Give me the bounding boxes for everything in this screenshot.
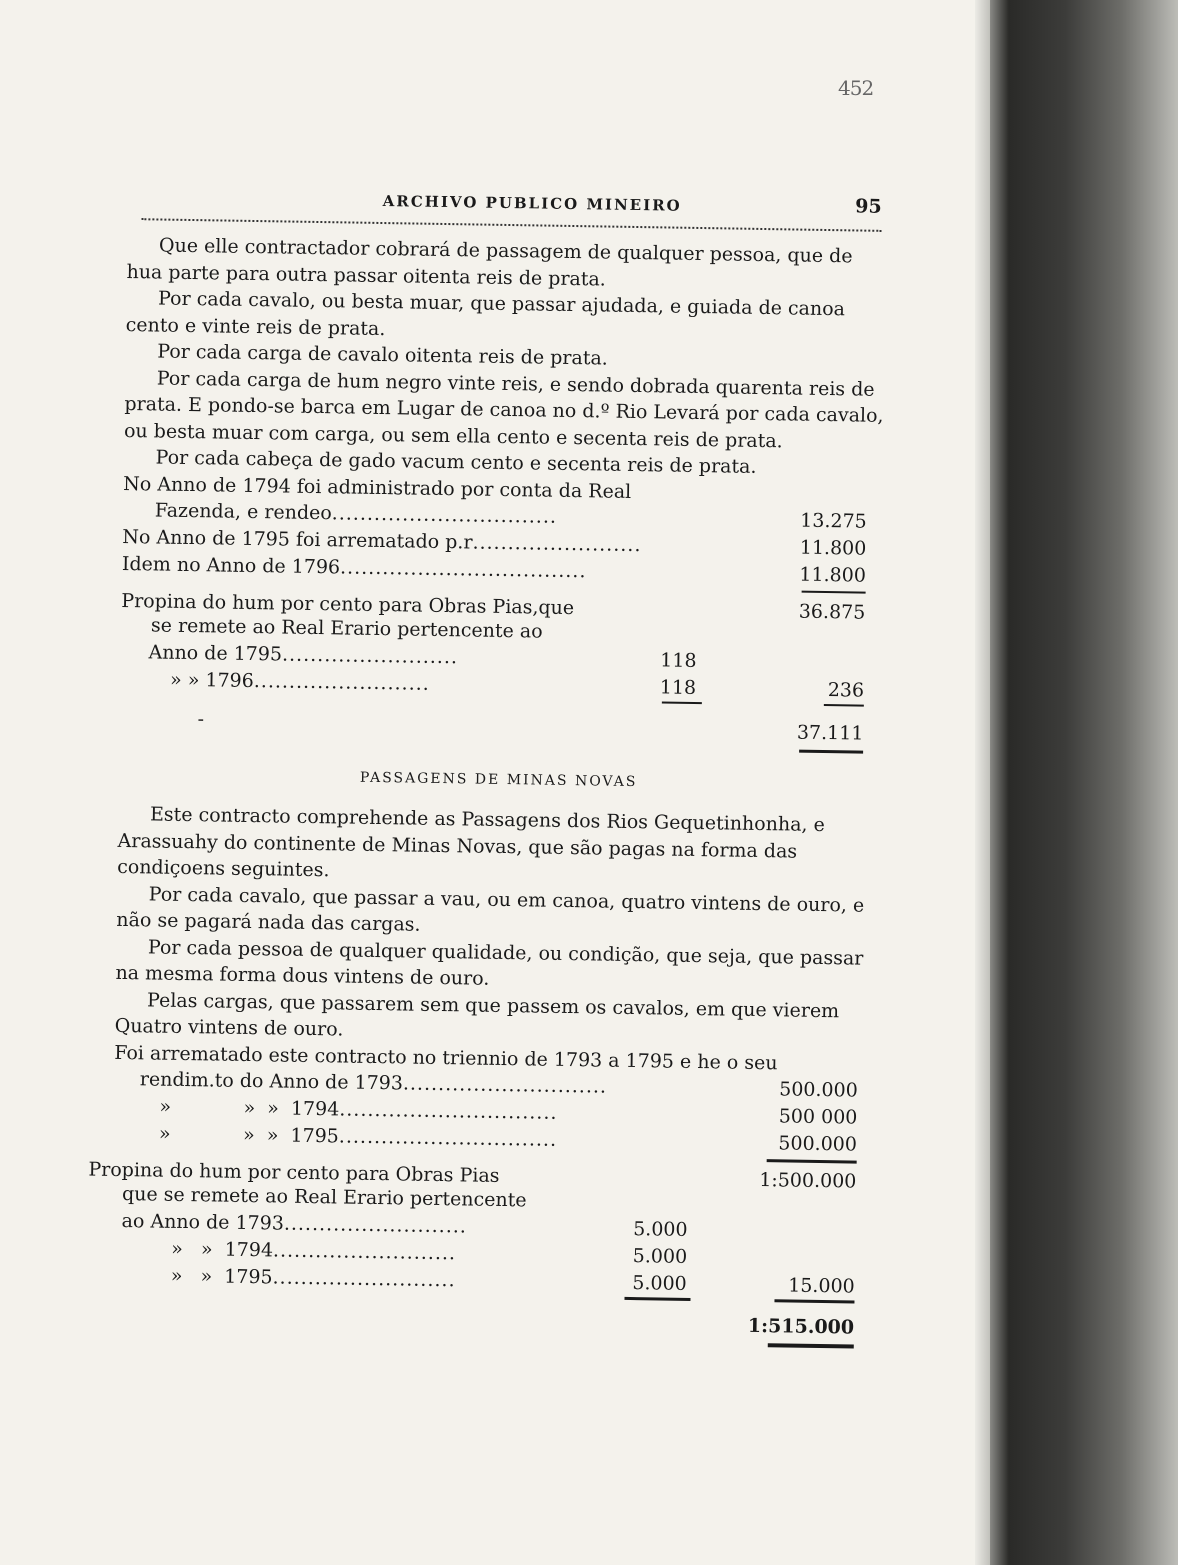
paragraph: Que elle contractador cobrará de passagem de qualquer pessoa, que de hua parte para outra passar oitenta reis de prata. [126,234,853,291]
paragraph: Por cada carga de hum negro vinte reis, e sendo dobrada quarenta reis de prata. E pondo-se barca em Lugar de canoa no d.º Rio Levará por cada cavalo, ou besta muar com carga, ou sem ella cento e secenta reis de prata. [123,366,884,452]
propina-line: se remete ao Real Erario pertencente ao [150,614,543,643]
ledger-row: » » 1794.......................... 5.000 [111,1234,871,1273]
subtotal-amount: 36.875 [798,600,866,624]
sum-rule [662,701,702,704]
total-amount: 1:515.000 [747,1314,855,1339]
subtotal-amount: 1:500.000 [759,1169,857,1193]
paragraph: Pelas cargas, que passarem sem que passem os cavalos, em que vierem Quatro vintens de ouro. [114,988,840,1041]
propina-line: Propina do hum por cento para Obras Pias,que [121,589,575,620]
ledger-row: Fazenda, e rendeo................................ 13.275 [123,497,883,536]
sum-rule [824,703,864,706]
ledger-amount: 5.000 [632,1271,687,1295]
paragraph: Por cada cabeça de gado vacum cento e secenta reis de prata. [155,446,757,478]
ledger-row: No Anno de 1795 foi arrematado p.r........................ 11.800 [122,524,882,563]
paragraph: Este contracto comprehende as Passagens dos Rios Gequetinhonha, e Arassuahy do continente de Minas Novas, que são pagas na forma das condiçoens seguintes. [117,803,826,882]
ledger-amount: 500.000 [778,1132,858,1156]
ledger-row: rendim.to do Anno de 1793............................. 500.000 [114,1066,874,1105]
ledger-amount: 11.800 [799,563,867,587]
total-row [119,692,880,754]
ledger-row: Anno de 1795......................... 118 [120,638,880,677]
ledger-row: » » 1795.......................... 5.000 15.000 [111,1261,871,1300]
propina-line: que se remete ao Real Erario pertencente [121,1183,527,1212]
ledger-amount: 13.275 [800,509,867,533]
running-header-title: ARCHIVO PUBLICO MINEIRO [382,192,682,215]
total-rule [768,1343,854,1348]
ledger-amount: 118 [660,648,697,672]
paragraph: Por cada cavalo, que passar a vau, ou em canoa, quatro vintens de ouro, e não se pagará nada das cargas. [116,882,865,936]
page-stamp: 452 [838,76,874,100]
section-1 [119,232,887,754]
ledger-amount: 236 [827,678,865,702]
ledger-amount: 500.000 [779,1078,858,1102]
page-number: 95 [855,195,882,218]
ledger-intro: No Anno de 1794 foi administrado por conta da Real [123,472,632,503]
sum-rule [774,1299,854,1303]
ledger-amount: 118 [659,675,697,699]
section-2 [88,760,879,1350]
ledger-amount: 500 000 [778,1105,858,1129]
page-content [88,180,888,1350]
propina-line: Propina do hum por cento para Obras Pias [88,1158,500,1187]
total-row [110,1288,871,1350]
total-amount: 37.111 [796,721,864,745]
ledger-amount: 5.000 [632,1244,688,1268]
ledger-amount: 15.000 [788,1274,855,1298]
ledger-amount: 5.000 [633,1217,688,1241]
ledger-amount: 11.800 [799,536,867,560]
dash-mark: - [197,707,205,730]
ledger-row: » » » 1795............................... 500.000 [113,1120,873,1159]
sum-rule [767,1159,857,1163]
sum-rule [624,1296,690,1300]
paragraph: Por cada carga de cavalo oitenta reis de prata. [157,340,608,370]
ledger-row: Idem no Anno de 1796................................... 11.800 [122,551,882,590]
sum-rule [802,591,866,594]
book-spine-edge [990,0,1178,1565]
paragraph: Por cada pessoa de qualquer qualidade, ou condição, que seja, que passar na mesma forma dous vintens de ouro. [115,935,864,990]
paragraph: Por cada cavalo, ou besta muar, que passar ajudada, e guiada de canoa cento e vinte reis de prata. [125,287,846,340]
ledger-row: » » » 1794............................... 500 000 [113,1093,873,1132]
section-title: PASSAGENS DE MINAS NOVAS [359,769,638,790]
ledger-intro: Foi arrematado este contracto no triennio de 1793 a 1795 e he o seu [114,1041,778,1074]
ledger-row: » » 1796......................... 118 236 [120,665,880,704]
total-rule [799,749,863,753]
ledger-row: ao Anno de 1793.......................... 5.000 [111,1207,871,1246]
